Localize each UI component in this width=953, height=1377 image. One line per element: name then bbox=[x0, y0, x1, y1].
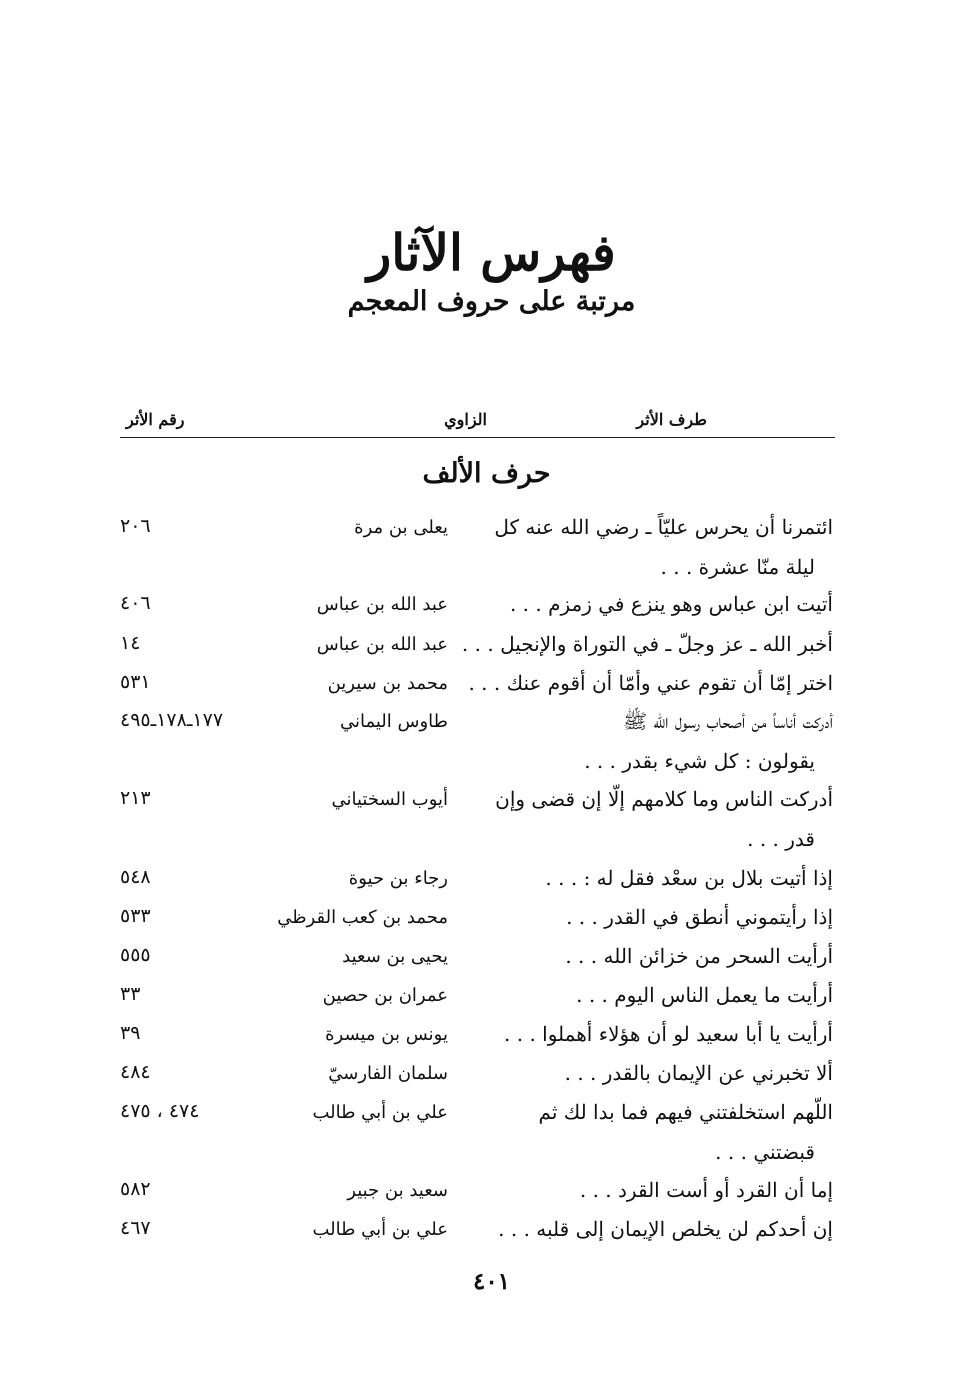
index-row bbox=[0, 632, 953, 668]
athar-number: ٤٠٦ bbox=[120, 592, 151, 614]
athar-text-continued: قبضتني . . . bbox=[715, 1140, 815, 1164]
athar-text: أتيت ابن عباس وهو ينزع في زمزم . . . bbox=[509, 592, 833, 616]
section-title: حرف الألف bbox=[422, 458, 551, 489]
athar-text-continued: ليلة منّا عشرة . . . bbox=[660, 555, 815, 579]
narrator: عبد الله بن عباس bbox=[316, 634, 448, 655]
athar-text: أدركت أناساً من أصحاب رسول الله ﷺ bbox=[623, 709, 833, 733]
column-header-raqm: رقم الأثر bbox=[126, 410, 185, 429]
index-row bbox=[0, 787, 953, 851]
narrator: علي بن أبي طالب bbox=[312, 1102, 448, 1123]
index-row bbox=[0, 905, 953, 941]
athar-text: أرأيت ما يعمل الناس اليوم . . . bbox=[576, 983, 833, 1007]
narrator: علي بن أبي طالب bbox=[312, 1219, 448, 1240]
athar-number: ٥٨٢ bbox=[120, 1178, 151, 1200]
athar-text: أخبر الله ـ عز وجلّ ـ في التوراة والإنجيل . . . bbox=[461, 632, 833, 656]
athar-number: ٥٤٨ bbox=[120, 866, 151, 888]
page-title: فهرس الآثار bbox=[367, 223, 616, 282]
index-row bbox=[0, 866, 953, 902]
header-divider bbox=[120, 437, 835, 438]
athar-number: ٢١٣ bbox=[120, 787, 151, 809]
athar-text: إذا رأيتموني أنطق في القدر . . . bbox=[566, 905, 833, 929]
index-row bbox=[0, 1217, 953, 1253]
index-row bbox=[0, 983, 953, 1019]
narrator: سعيد بن جبير bbox=[347, 1180, 448, 1201]
athar-text: أدركت الناس وما كلامهم إلّا إن قضى وإن bbox=[495, 787, 833, 811]
athar-text: اللّهم استخلفتني فيهم فما بدا لك ثم bbox=[538, 1100, 833, 1124]
narrator: يونس بن ميسرة bbox=[325, 1024, 448, 1045]
index-row bbox=[0, 1061, 953, 1097]
index-row bbox=[0, 1178, 953, 1214]
index-row bbox=[0, 1100, 953, 1164]
athar-text: ألا تخبرني عن الإيمان بالقدر . . . bbox=[564, 1061, 833, 1085]
index-row bbox=[0, 671, 953, 707]
athar-number: ٣٣ bbox=[120, 983, 141, 1005]
page-number: ٤٠١ bbox=[472, 1268, 511, 1295]
athar-number: ١٧٧ـ١٧٨ـ٤٩٥ bbox=[120, 709, 224, 731]
page-subtitle: مرتبة على حروف المعجم bbox=[347, 286, 636, 317]
athar-text: اختر إمّا أن تقوم عني وأمّا أن أقوم عنك . . . bbox=[468, 671, 833, 695]
athar-number: ٥٥٥ bbox=[120, 944, 151, 966]
narrator: يحيى بن سعيد bbox=[342, 946, 448, 967]
athar-number: ٥٣٣ bbox=[120, 905, 151, 927]
athar-text: أرأيت يا أبا سعيد لو أن هؤلاء أهملوا . . . bbox=[504, 1022, 833, 1046]
athar-text: ائتمرنا أن يحرس عليّاً ـ رضي الله عنه كل bbox=[494, 515, 833, 539]
athar-text-continued: قدر . . . bbox=[747, 827, 815, 851]
index-row bbox=[0, 709, 953, 773]
column-header-tarf: طرف الأثر bbox=[636, 410, 707, 429]
athar-text: أرأيت السحر من خزائن الله . . . bbox=[565, 944, 833, 968]
index-row bbox=[0, 515, 953, 579]
index-row bbox=[0, 592, 953, 628]
narrator: عمران بن حصين bbox=[322, 985, 448, 1006]
athar-text-continued: يقولون : كل شيء بقدر . . . bbox=[584, 749, 815, 773]
narrator: أيوب السختياني bbox=[331, 789, 448, 810]
athar-number: ٤٦٧ bbox=[120, 1217, 151, 1239]
narrator: عبد الله بن عباس bbox=[316, 594, 448, 615]
athar-number: ٢٠٦ bbox=[120, 515, 151, 537]
athar-text: إما أن القرد أو أست القرد . . . bbox=[579, 1178, 833, 1202]
narrator: رجاء بن حيوة bbox=[348, 868, 448, 889]
narrator: طاوس اليماني bbox=[339, 711, 448, 732]
index-row bbox=[0, 1022, 953, 1058]
narrator: يعلى بن مرة bbox=[354, 517, 448, 538]
athar-number: ٤٧٤ ، ٤٧٥ bbox=[120, 1100, 200, 1122]
athar-number: ٥٣١ bbox=[120, 671, 151, 693]
athar-number: ٣٩ bbox=[120, 1022, 141, 1044]
narrator: محمد بن سيرين bbox=[327, 673, 448, 694]
athar-text: إذا أتيت بلال بن سعْد فقل له : . . . bbox=[545, 866, 833, 890]
narrator: سلمان الفارسيّ bbox=[328, 1063, 448, 1084]
athar-number: ٤٨٤ bbox=[120, 1061, 151, 1083]
athar-text: إن أحدكم لن يخلص الإيمان إلى قلبه . . . bbox=[498, 1217, 833, 1241]
narrator: محمد بن كعب القرظي bbox=[277, 907, 448, 928]
athar-number: ١٤ bbox=[120, 632, 141, 654]
column-header-rawi: الزاوي bbox=[444, 410, 487, 429]
index-row bbox=[0, 944, 953, 980]
column-header bbox=[120, 408, 835, 436]
